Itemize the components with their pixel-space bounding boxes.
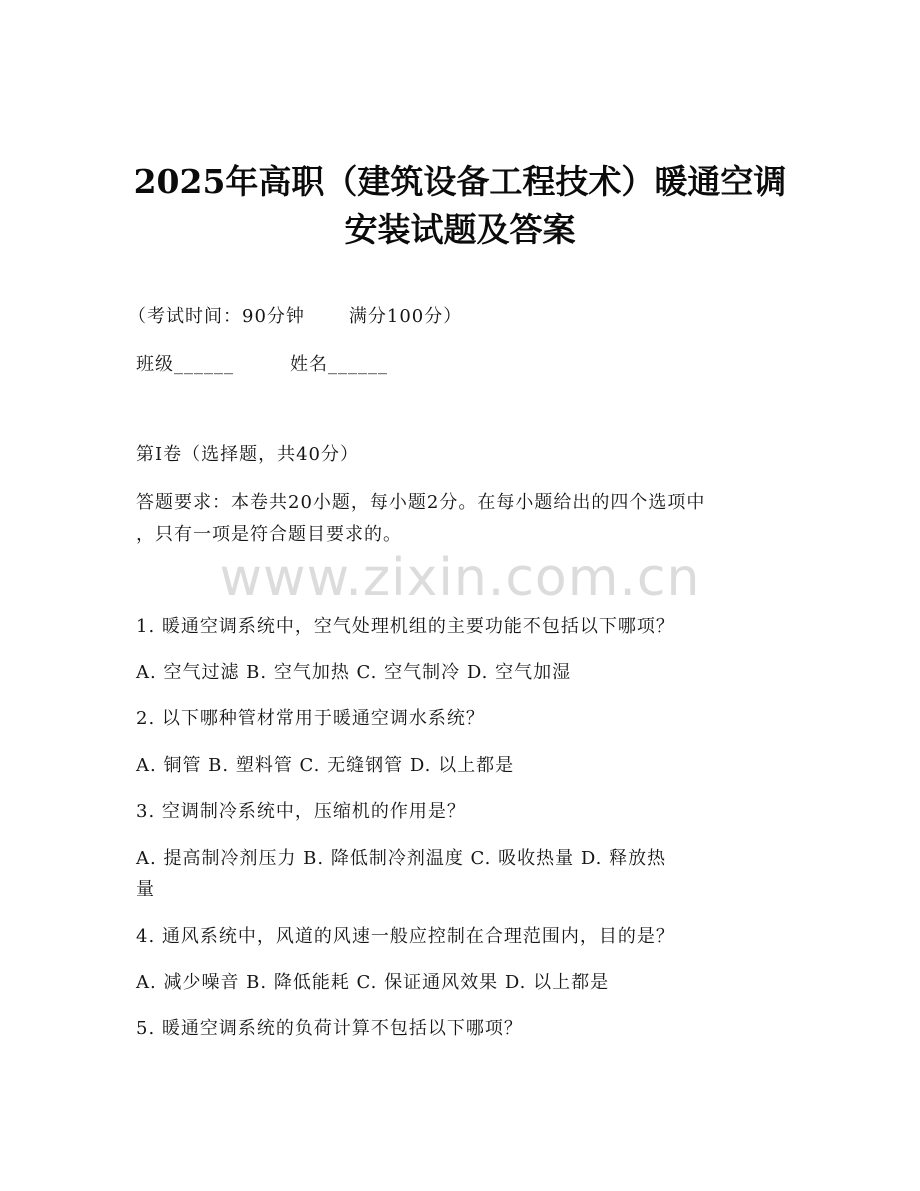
question-2-stem: 2. 以下哪种管材常用于暖通空调水系统？ bbox=[136, 708, 485, 729]
question-3-stem: 3. 空调制冷系统中，压缩机的作用是？ bbox=[136, 801, 466, 822]
full-score: 满分100分） bbox=[348, 306, 463, 327]
question-4-stem: 4. 通风系统中，风道的风速一般应控制在合理范围内，目的是？ bbox=[136, 926, 675, 947]
student-info bbox=[136, 350, 388, 376]
document-title-line-1: 2025年高职（建筑设备工程技术）暖通空调 bbox=[133, 162, 787, 201]
document-title-line-2: 安装试题及答案 bbox=[344, 210, 576, 249]
watermark: www.zixin.com.cn bbox=[219, 548, 701, 608]
class-field: 班级______ bbox=[136, 354, 234, 375]
question-4-options: A. 减少噪音 B. 降低能耗 C. 保证通风效果 D. 以上都是 bbox=[136, 972, 610, 993]
question-1-stem: 1. 暖通空调系统中，空气处理机组的主要功能不包括以下哪项？ bbox=[136, 616, 675, 637]
question-1-options: A. 空气过滤 B. 空气加热 C. 空气制冷 D. 空气加湿 bbox=[136, 662, 572, 683]
section-title: 第I卷（选择题，共40分） bbox=[136, 444, 360, 465]
question-3-options: A. 提高制冷剂压力 B. 降低制冷剂温度 C. 吸收热量 D. 释放热 bbox=[136, 848, 667, 869]
exam-time: （考试时间：90分钟 bbox=[128, 306, 305, 327]
question-2-options: A. 铜管 B. 塑料管 C. 无缝钢管 D. 以上都是 bbox=[136, 755, 515, 776]
instructions-line-2: ，只有一项是符合题目要求的。 bbox=[136, 524, 402, 545]
question-5-stem: 5. 暖通空调系统的负荷计算不包括以下哪项？ bbox=[136, 1018, 523, 1039]
exam-info bbox=[128, 302, 462, 328]
question-3-options-wrap: 量 bbox=[136, 879, 155, 900]
name-field: 姓名______ bbox=[290, 354, 388, 375]
instructions-line-1: 答题要求：本卷共20小题，每小题2分。在每小题给出的四个选项中 bbox=[136, 492, 706, 513]
